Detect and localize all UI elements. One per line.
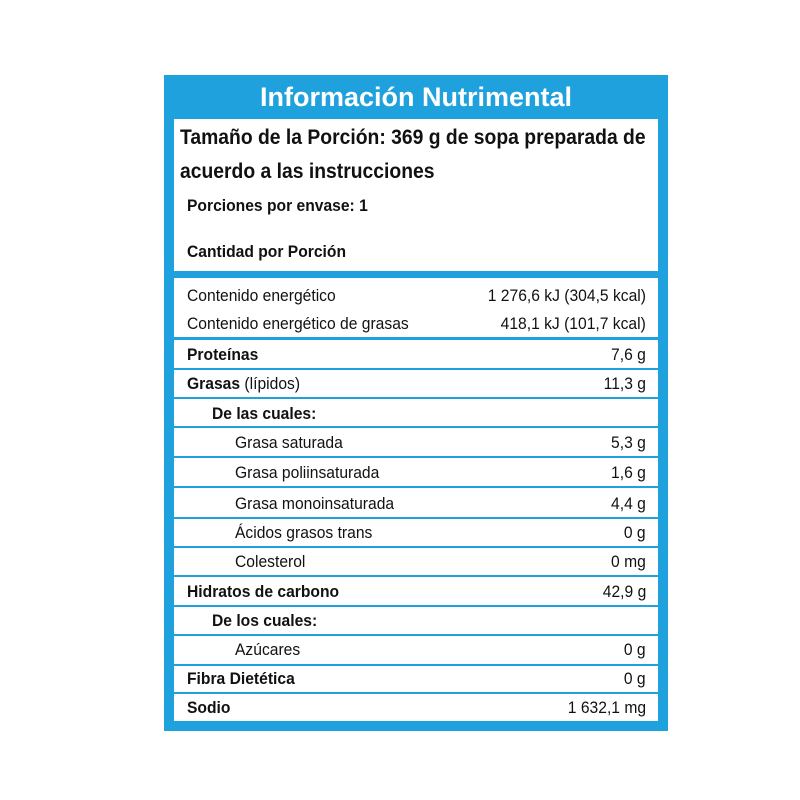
table-row [174, 664, 658, 693]
nutrient-name: Contenido energético [187, 286, 336, 305]
table-row [174, 635, 658, 664]
nutrient-name: Contenido energético de grasas [187, 314, 409, 333]
amount-section [174, 233, 658, 271]
nutrient-value: 11,3 g [603, 374, 646, 393]
table-row [174, 428, 658, 457]
serving-size-line1: Tamaño de la Porción: 369 g de sopa preparada de [180, 126, 646, 149]
nutrient-name-bold: Grasas [187, 374, 241, 393]
nutrient-value: 1,6 g [611, 463, 646, 482]
nutrient-value: 0 g [624, 523, 646, 542]
label-title: Información Nutrimental [259, 82, 573, 112]
table-row [174, 369, 658, 398]
nutrient-value: 1 632,1 mg [567, 698, 646, 717]
nutrient-name: Colesterol [235, 552, 306, 571]
nutrient-name: Sodio [187, 698, 231, 717]
nutrient-name-extra: (lípidos) [244, 374, 301, 393]
nutrient-value: 4,4 g [611, 494, 646, 513]
serving-size-line2: acuerdo a las instrucciones [180, 160, 435, 183]
table-row [174, 547, 658, 576]
nutrient-name: Hidratos de carbono [187, 582, 340, 601]
nutrient-subheading: De las cuales: [212, 404, 317, 423]
nutrient-value: 1 276,6 kJ (304,5 kcal) [487, 286, 646, 305]
nutrient-name: Grasa saturada [235, 433, 343, 452]
table-row [174, 458, 658, 487]
nutrient-name: Proteínas [187, 345, 259, 364]
table-row [174, 518, 658, 547]
table-row [174, 281, 658, 310]
nutrient-name: Grasa poliinsaturada [235, 463, 380, 482]
nutrient-value: 42,9 g [602, 582, 646, 601]
nutrient-value: 0 g [624, 640, 646, 659]
table-row [174, 577, 658, 606]
nutrient-value: 0 mg [611, 552, 646, 571]
serving-size [180, 121, 646, 189]
table-row [174, 489, 658, 518]
nutrient-value: 7,6 g [611, 345, 646, 364]
amount-per-serving: Cantidad por Porción [187, 242, 347, 261]
nutrition-facts-label [164, 75, 668, 731]
nutrient-name: Fibra Dietética [187, 669, 295, 688]
servings-per-container: Porciones por envase: 1 [187, 196, 368, 215]
table-row [174, 399, 658, 428]
nutrient-value: 0 g [624, 669, 646, 688]
nutrient-name: Grasa monoinsaturada [235, 494, 395, 513]
nutrient-subheading: De los cuales: [212, 611, 318, 630]
nutrient-value: 5,3 g [611, 433, 646, 452]
nutrient-table [174, 278, 658, 721]
nutrient-name: Azúcares [235, 640, 301, 659]
nutrient-name: Ácidos grasos trans [235, 523, 373, 542]
table-row [174, 606, 658, 635]
nutrient-value: 418,1 kJ (101,7 kcal) [500, 314, 646, 333]
nutrient-name [187, 374, 300, 394]
servings-section [174, 186, 658, 226]
table-row [174, 340, 658, 369]
table-row [174, 693, 658, 722]
table-row [174, 309, 658, 338]
divider [174, 486, 658, 488]
